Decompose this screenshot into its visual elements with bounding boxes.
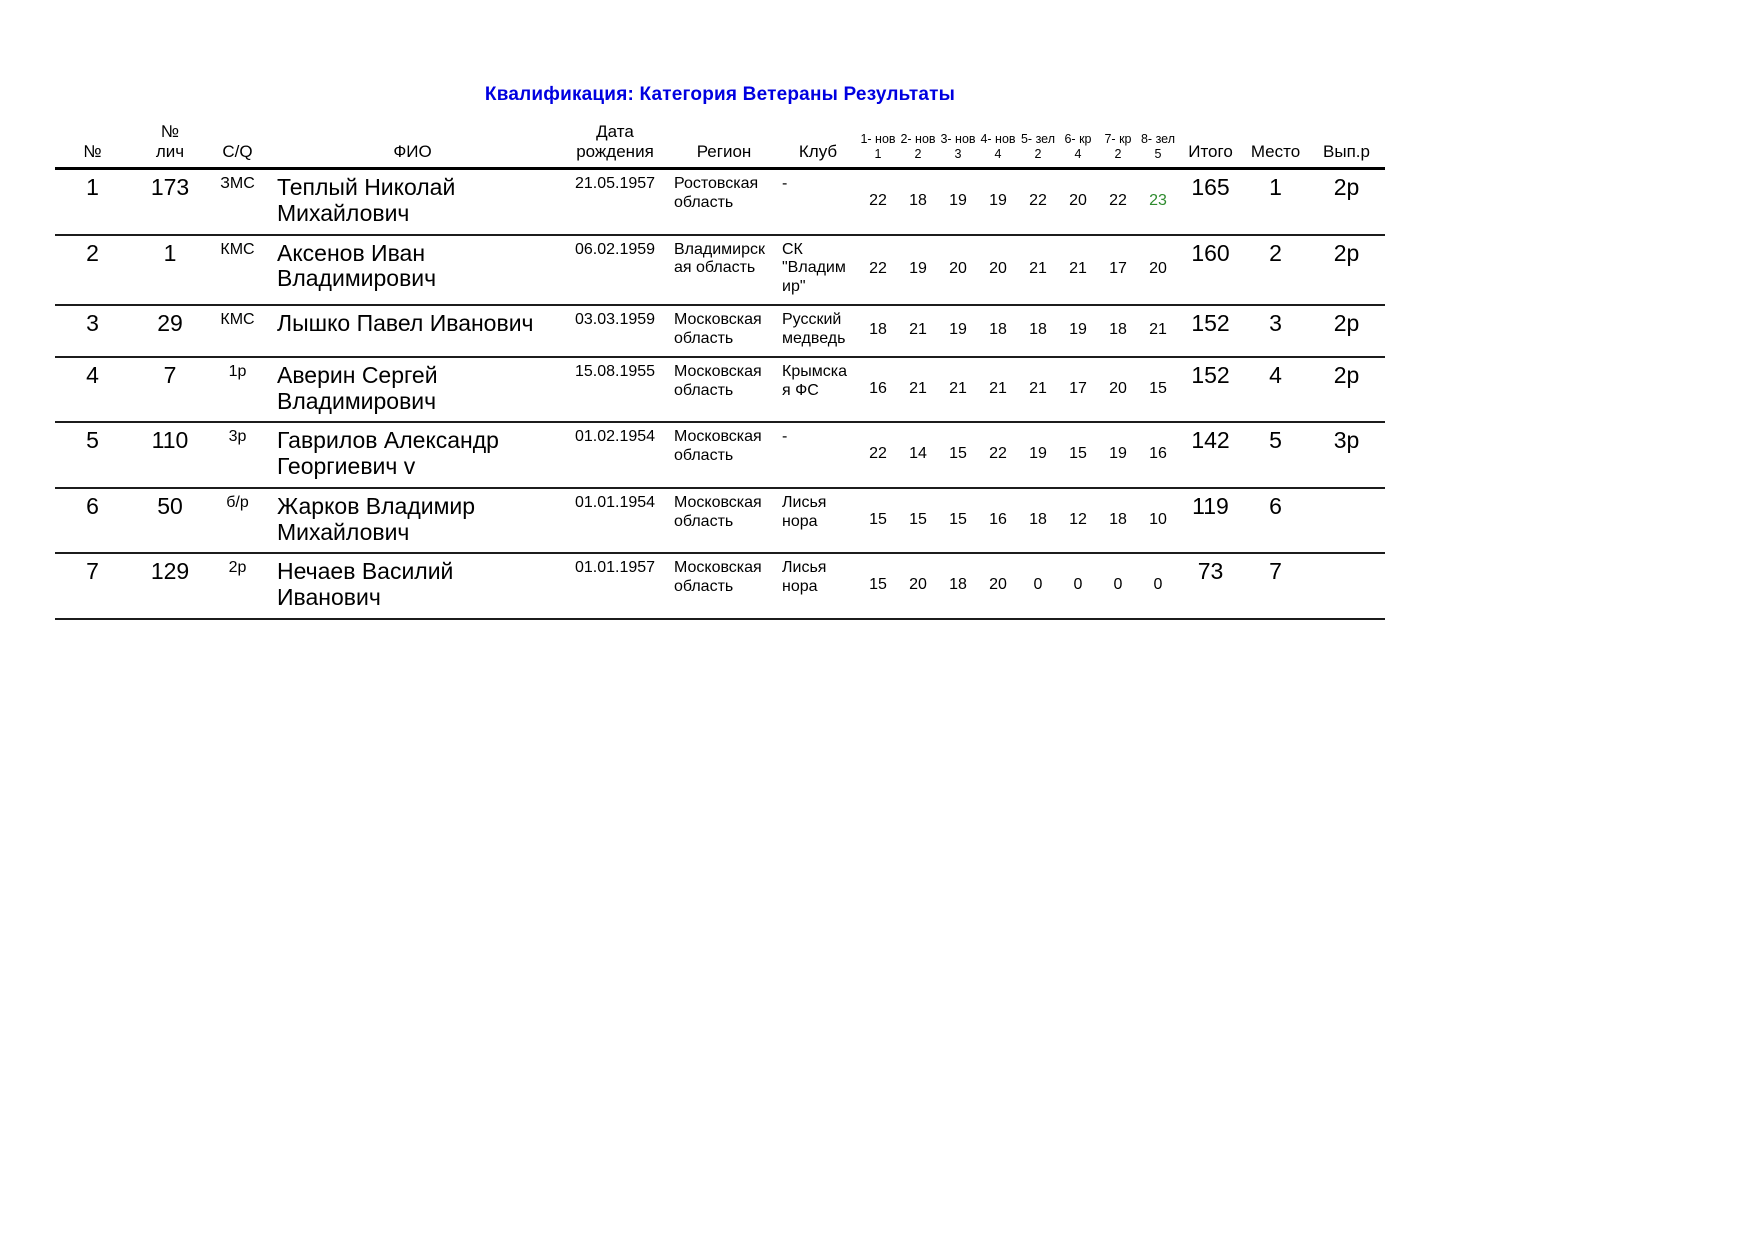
cell-score-4: 22	[978, 422, 1018, 488]
cell-total: 152	[1178, 357, 1243, 423]
cell-fio: Теплый Николай Михайлович	[265, 169, 560, 235]
cell-score-6: 17	[1058, 357, 1098, 423]
cell-score-7: 20	[1098, 357, 1138, 423]
cell-score-7: 17	[1098, 235, 1138, 306]
cell-score-5: 18	[1018, 305, 1058, 357]
header-fio	[265, 118, 560, 169]
cell-score-2: 20	[898, 553, 938, 619]
header-s3	[938, 118, 978, 169]
cell-score-4: 21	[978, 357, 1018, 423]
cell-score-1: 22	[858, 169, 898, 235]
cell-place: 2	[1243, 235, 1308, 306]
cell-total: 119	[1178, 488, 1243, 554]
header-s8-line2: 5	[1154, 146, 1162, 161]
cell-score-5: 0	[1018, 553, 1058, 619]
cell-region: Московская область	[670, 357, 778, 423]
header-s1-line2: 1	[874, 146, 882, 161]
cell-pers: 50	[130, 488, 210, 554]
cell-score-8: 0	[1138, 553, 1178, 619]
cell-fio: Жарков Владимир Михайлович	[265, 488, 560, 554]
cell-place: 4	[1243, 357, 1308, 423]
cell-club: -	[778, 422, 858, 488]
cell-score-8: 10	[1138, 488, 1178, 554]
header-total-line1: Итого	[1188, 141, 1233, 161]
header-pers-line2: лич	[155, 141, 185, 161]
cell-num: 5	[55, 422, 130, 488]
cell-place: 6	[1243, 488, 1308, 554]
cell-cq: КМС	[210, 235, 265, 306]
cell-dob: 15.08.1955	[560, 357, 670, 423]
cell-rank: 3р	[1308, 422, 1385, 488]
cell-club: -	[778, 169, 858, 235]
header-fio-line1: ФИО	[393, 141, 432, 161]
cell-score-4: 16	[978, 488, 1018, 554]
cell-dob: 03.03.1959	[560, 305, 670, 357]
cell-score-1: 15	[858, 488, 898, 554]
cell-score-4: 20	[978, 235, 1018, 306]
cell-dob: 01.01.1957	[560, 553, 670, 619]
cell-score-3: 19	[938, 169, 978, 235]
cell-rank	[1308, 553, 1385, 619]
cell-fio: Гаврилов Александр Георгиевич v	[265, 422, 560, 488]
cell-cq: 2р	[210, 553, 265, 619]
cell-num: 7	[55, 553, 130, 619]
cell-fio: Лышко Павел Иванович	[265, 305, 560, 357]
header-s1-line1: 1- нов	[860, 132, 896, 147]
cell-score-3: 20	[938, 235, 978, 306]
header-s7-line1: 7- кр	[1104, 132, 1132, 147]
table-row	[55, 422, 1385, 488]
cell-dob: 01.01.1954	[560, 488, 670, 554]
cell-score-7: 0	[1098, 553, 1138, 619]
header-s5-line2: 2	[1034, 146, 1042, 161]
cell-score-7: 18	[1098, 305, 1138, 357]
cell-place: 5	[1243, 422, 1308, 488]
cell-score-8: 15	[1138, 357, 1178, 423]
header-club-line1: Клуб	[798, 141, 838, 161]
header-total	[1178, 118, 1243, 169]
header-num	[55, 118, 130, 169]
cell-fio: Аверин Сергей Владимирович	[265, 357, 560, 423]
cell-score-6: 0	[1058, 553, 1098, 619]
cell-score-5: 18	[1018, 488, 1058, 554]
cell-score-7: 19	[1098, 422, 1138, 488]
cell-place: 7	[1243, 553, 1308, 619]
header-region-line1: Регион	[696, 141, 752, 161]
cell-pers: 1	[130, 235, 210, 306]
cell-score-5: 22	[1018, 169, 1058, 235]
cell-score-3: 18	[938, 553, 978, 619]
cell-score-5: 21	[1018, 357, 1058, 423]
cell-score-4: 19	[978, 169, 1018, 235]
cell-score-1: 18	[858, 305, 898, 357]
cell-cq: б/р	[210, 488, 265, 554]
cell-score-7: 18	[1098, 488, 1138, 554]
cell-score-6: 12	[1058, 488, 1098, 554]
header-s8-line1: 8- зел	[1140, 132, 1175, 147]
cell-total: 73	[1178, 553, 1243, 619]
cell-score-1: 15	[858, 553, 898, 619]
cell-rank	[1308, 488, 1385, 554]
cell-score-2: 21	[898, 305, 938, 357]
cell-score-2: 14	[898, 422, 938, 488]
cell-region: Московская область	[670, 553, 778, 619]
cell-club: СК "Владимир"	[778, 235, 858, 306]
cell-cq: 1р	[210, 357, 265, 423]
results-table	[55, 118, 1385, 620]
header-s2-line2: 2	[914, 146, 922, 161]
header-dob-line1: Дата	[596, 122, 634, 141]
table-row	[55, 235, 1385, 306]
header-cq	[210, 118, 265, 169]
cell-cq: 3р	[210, 422, 265, 488]
cell-pers: 29	[130, 305, 210, 357]
header-s4-line1: 4- нов	[980, 132, 1016, 147]
cell-score-1: 16	[858, 357, 898, 423]
header-s7	[1098, 118, 1138, 169]
cell-score-8: 20	[1138, 235, 1178, 306]
table-header	[55, 118, 1385, 169]
header-cq-line1: C/Q	[222, 141, 253, 161]
cell-region: Московская область	[670, 422, 778, 488]
cell-club: Русский медведь	[778, 305, 858, 357]
header-s6-line2: 4	[1074, 146, 1082, 161]
cell-score-3: 15	[938, 422, 978, 488]
cell-score-6: 15	[1058, 422, 1098, 488]
cell-num: 4	[55, 357, 130, 423]
cell-rank: 2р	[1308, 305, 1385, 357]
cell-score-3: 21	[938, 357, 978, 423]
cell-total: 165	[1178, 169, 1243, 235]
header-dob	[560, 118, 670, 169]
cell-score-8: 23	[1138, 169, 1178, 235]
header-s6-line1: 6- кр	[1064, 132, 1092, 147]
cell-score-3: 15	[938, 488, 978, 554]
cell-rank: 2р	[1308, 357, 1385, 423]
header-s1	[858, 118, 898, 169]
cell-place: 3	[1243, 305, 1308, 357]
cell-rank: 2р	[1308, 169, 1385, 235]
header-club	[778, 118, 858, 169]
results-table-wrap	[55, 118, 1385, 620]
cell-pers: 110	[130, 422, 210, 488]
cell-score-1: 22	[858, 235, 898, 306]
cell-score-2: 21	[898, 357, 938, 423]
cell-region: Ростовская область	[670, 169, 778, 235]
header-s5	[1018, 118, 1058, 169]
table-row	[55, 553, 1385, 619]
cell-score-2: 15	[898, 488, 938, 554]
header-dob-line2: рождения	[576, 141, 654, 161]
header-region	[670, 118, 778, 169]
cell-dob: 21.05.1957	[560, 169, 670, 235]
cell-score-1: 22	[858, 422, 898, 488]
cell-dob: 06.02.1959	[560, 235, 670, 306]
header-place-line1: Место	[1250, 141, 1301, 161]
cell-total: 152	[1178, 305, 1243, 357]
cell-dob: 01.02.1954	[560, 422, 670, 488]
cell-pers: 173	[130, 169, 210, 235]
header-place	[1243, 118, 1308, 169]
cell-score-6: 19	[1058, 305, 1098, 357]
header-s4-line2: 4	[994, 146, 1002, 161]
cell-score-2: 19	[898, 235, 938, 306]
table-row	[55, 169, 1385, 235]
cell-score-4: 20	[978, 553, 1018, 619]
cell-region: Московская область	[670, 305, 778, 357]
cell-cq: ЗМС	[210, 169, 265, 235]
cell-score-5: 21	[1018, 235, 1058, 306]
cell-place: 1	[1243, 169, 1308, 235]
page-title: Квалификация: Категория Ветераны Результаты	[484, 84, 956, 105]
header-s4	[978, 118, 1018, 169]
cell-total: 142	[1178, 422, 1243, 488]
cell-score-3: 19	[938, 305, 978, 357]
cell-num: 6	[55, 488, 130, 554]
cell-score-5: 19	[1018, 422, 1058, 488]
cell-club: Лисья нора	[778, 488, 858, 554]
header-s7-line2: 2	[1114, 146, 1122, 161]
header-num-line1: №	[83, 141, 102, 161]
cell-fio: Нечаев Василий Иванович	[265, 553, 560, 619]
header-s6	[1058, 118, 1098, 169]
cell-score-4: 18	[978, 305, 1018, 357]
header-rank	[1308, 118, 1385, 169]
cell-fio: Аксенов Иван Владимирович	[265, 235, 560, 306]
cell-club: Крымская ФС	[778, 357, 858, 423]
cell-club: Лисья нора	[778, 553, 858, 619]
cell-region: Владимирская область	[670, 235, 778, 306]
cell-rank: 2р	[1308, 235, 1385, 306]
cell-score-2: 18	[898, 169, 938, 235]
cell-num: 3	[55, 305, 130, 357]
cell-total: 160	[1178, 235, 1243, 306]
table-body	[55, 169, 1385, 619]
header-s5-line1: 5- зел	[1020, 132, 1055, 147]
header-s3-line2: 3	[954, 146, 962, 161]
header-s2	[898, 118, 938, 169]
cell-score-6: 21	[1058, 235, 1098, 306]
header-rank-line1: Вып.р	[1323, 141, 1370, 161]
cell-cq: КМС	[210, 305, 265, 357]
cell-score-8: 21	[1138, 305, 1178, 357]
table-row	[55, 488, 1385, 554]
table-row	[55, 357, 1385, 423]
cell-num: 2	[55, 235, 130, 306]
cell-score-8: 16	[1138, 422, 1178, 488]
header-pers-line1: №	[160, 122, 180, 141]
cell-score-7: 22	[1098, 169, 1138, 235]
cell-score-6: 20	[1058, 169, 1098, 235]
cell-pers: 129	[130, 553, 210, 619]
header-row	[55, 118, 1385, 169]
header-s8	[1138, 118, 1178, 169]
header-s3-line1: 3- нов	[940, 132, 976, 147]
table-row	[55, 305, 1385, 357]
header-pers	[130, 118, 210, 169]
header-s2-line1: 2- нов	[900, 132, 936, 147]
cell-region: Московская область	[670, 488, 778, 554]
cell-num: 1	[55, 169, 130, 235]
cell-pers: 7	[130, 357, 210, 423]
